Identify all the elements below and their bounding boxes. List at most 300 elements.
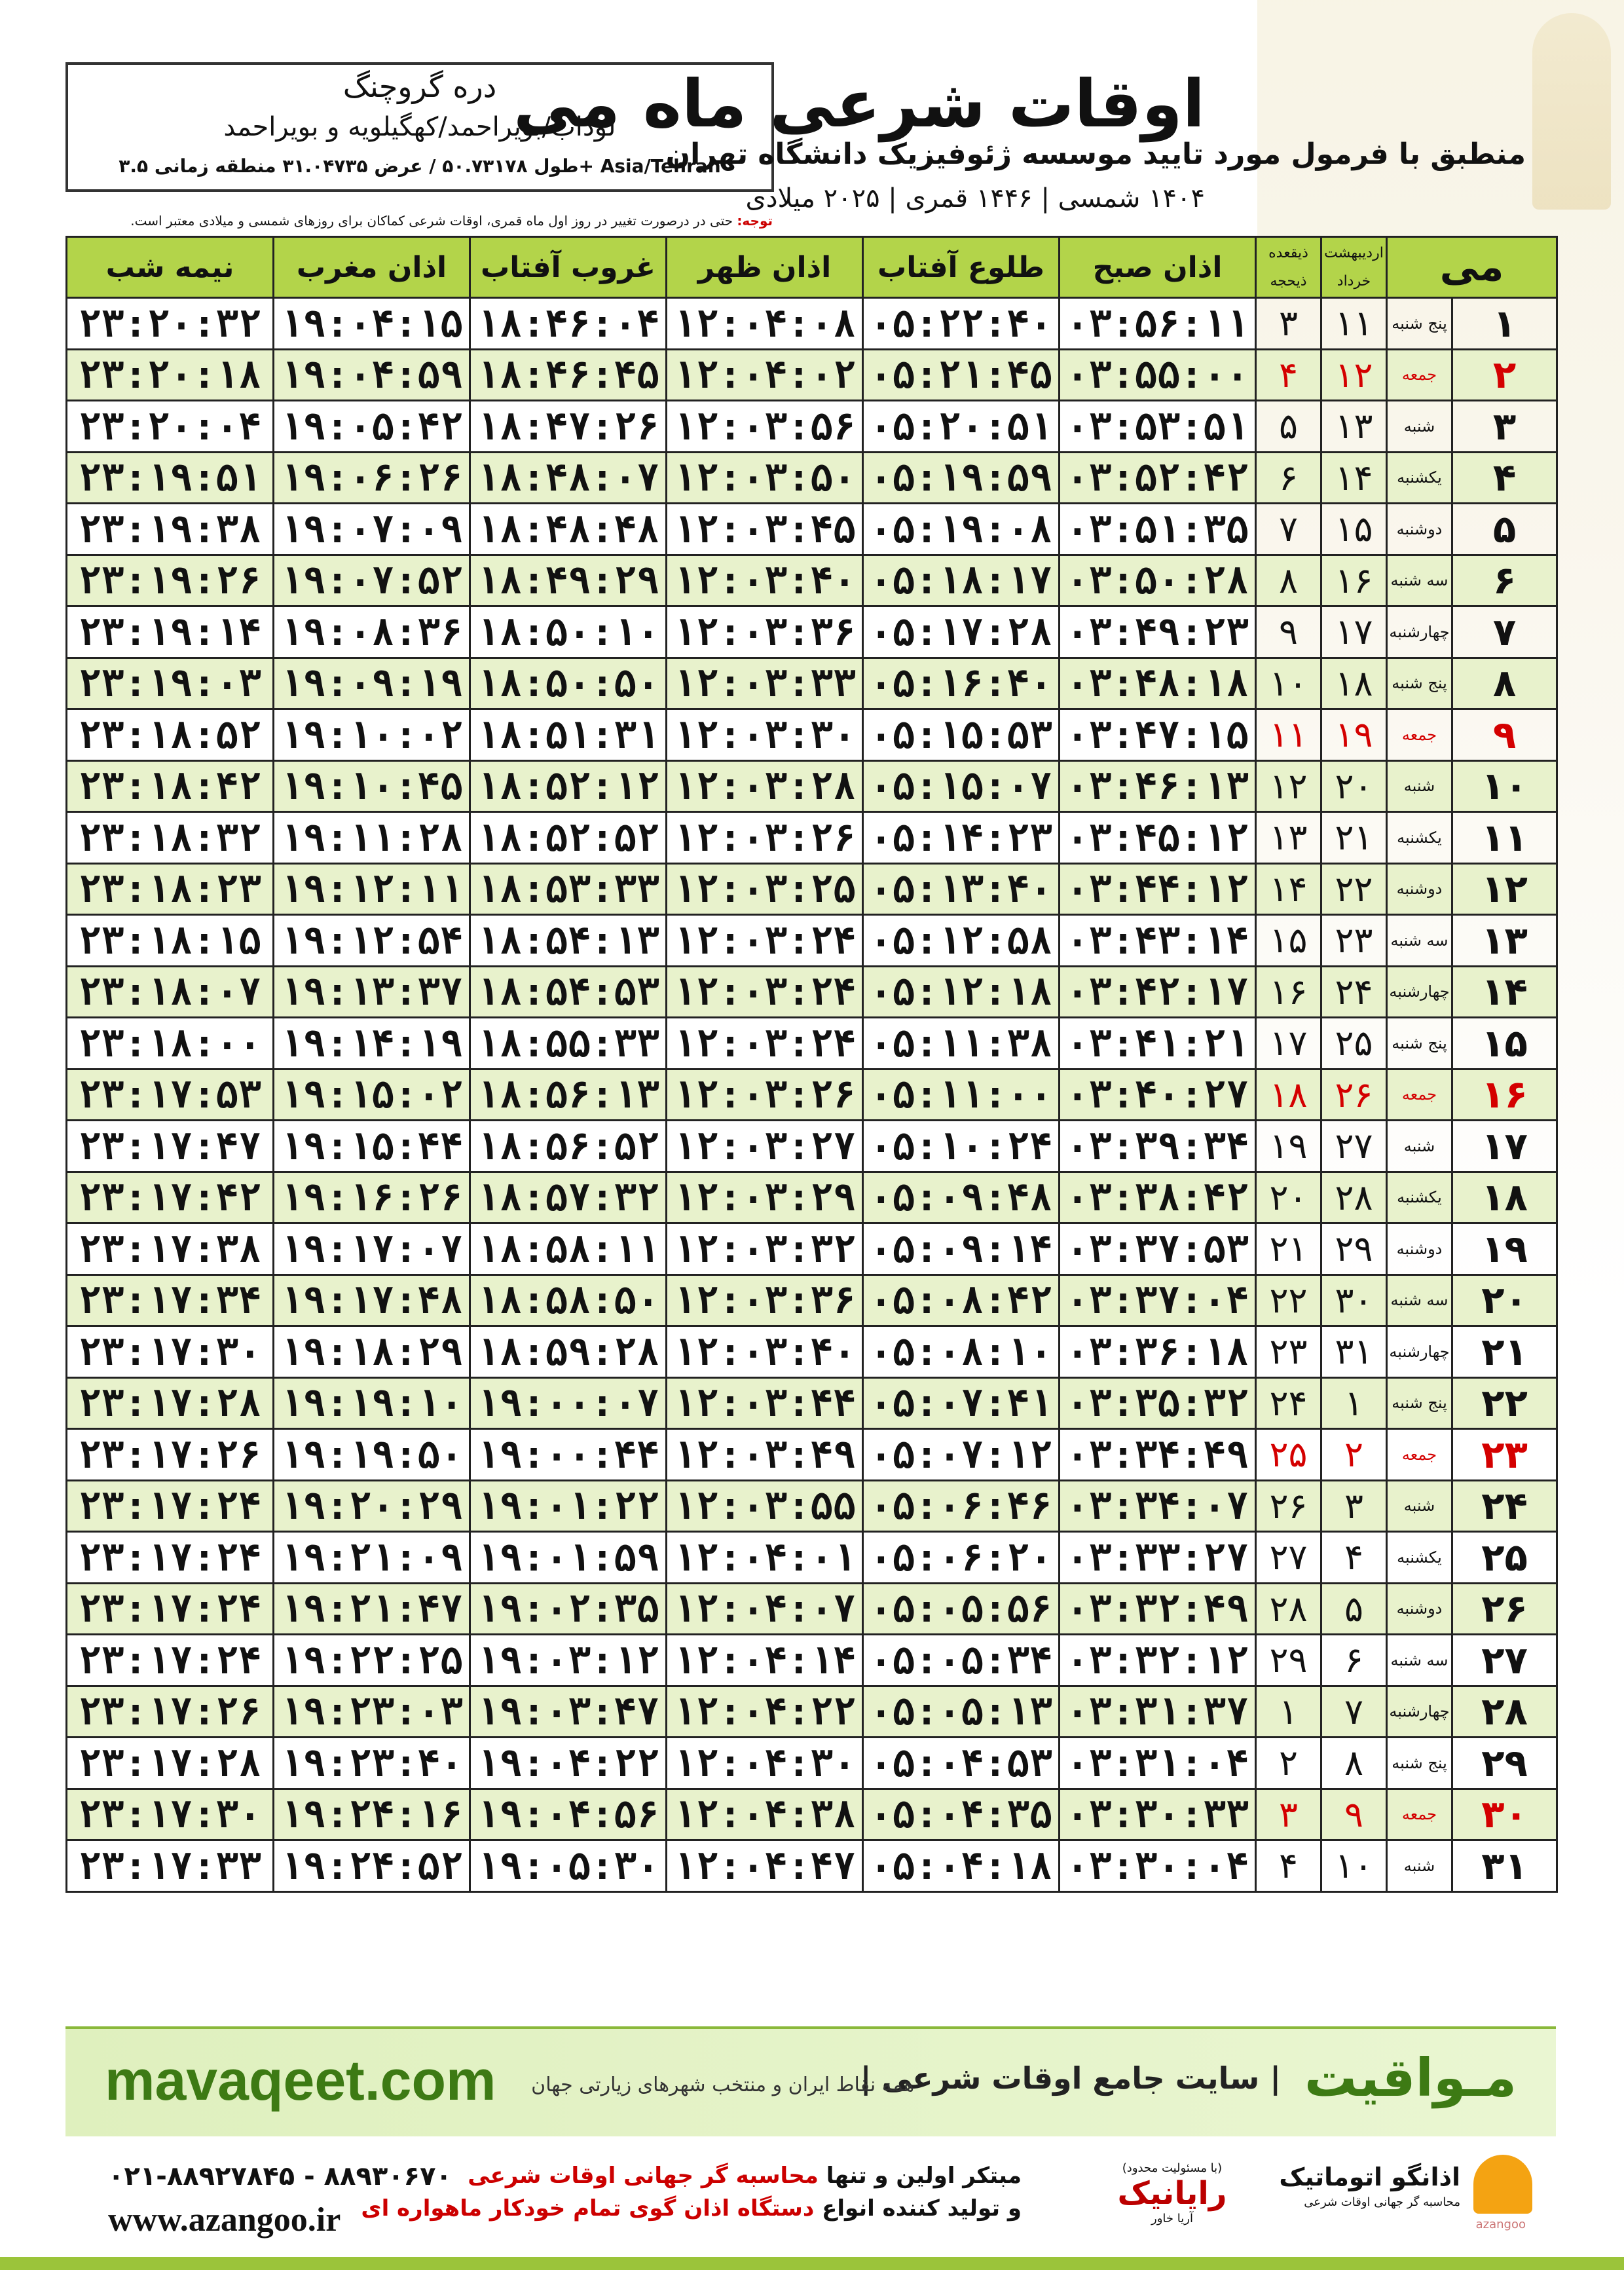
midnight-time: ۲۳:۱۹:۵۱ — [67, 452, 274, 504]
maghrib-time: ۱۹:۲۰:۲۹ — [274, 1480, 470, 1532]
note — [130, 213, 773, 229]
maghrib-time: ۱۹:۱۴:۱۹ — [274, 1018, 470, 1070]
midnight-time: ۲۳:۱۸:۰۰ — [67, 1018, 274, 1070]
midnight-time: ۲۳:۱۷:۲۴ — [67, 1635, 274, 1686]
maghrib-time: ۱۹:۱۶:۲۶ — [274, 1172, 470, 1223]
maghrib-time: ۱۹:۰۶:۲۶ — [274, 452, 470, 504]
footer-banner — [65, 2026, 1556, 2136]
shamsi-day: ۳۱ — [1321, 1326, 1387, 1378]
maghrib-time: ۱۹:۲۱:۰۹ — [274, 1532, 470, 1584]
midnight-time: ۲۳:۱۸:۲۳ — [67, 863, 274, 915]
dhuhr-time: ۱۲:۰۳:۲۴ — [667, 915, 863, 967]
shrine-decoration — [1532, 13, 1611, 210]
midnight-time: ۲۳:۱۹:۱۴ — [67, 606, 274, 658]
weekday: پنج شنبه — [1387, 658, 1452, 709]
qamari-day: ۲ — [1256, 1738, 1321, 1789]
header-sunrise: طلوع آفتاب — [863, 237, 1060, 298]
azangoo-name: اذانگو اتوماتیک — [1279, 2163, 1460, 2191]
sunset-time: ۱۸:۵۵:۳۳ — [470, 1018, 667, 1070]
azangoo-en: azangoo — [1475, 2218, 1526, 2231]
table-row — [67, 555, 1557, 606]
dhuhr-time: ۱۲:۰۳:۲۵ — [667, 863, 863, 915]
weekday: جمعه — [1387, 1069, 1452, 1121]
day-number: ۱۴ — [1452, 966, 1557, 1018]
fajr-time: ۰۳:۳۹:۳۴ — [1060, 1121, 1256, 1172]
shamsi-day: ۱ — [1321, 1377, 1387, 1429]
weekday: سه شنبه — [1387, 1635, 1452, 1686]
weekday: جمعه — [1387, 1789, 1452, 1840]
fajr-time: ۰۳:۴۶:۱۳ — [1060, 760, 1256, 812]
bottom-bar — [0, 2257, 1624, 2270]
maghrib-time: ۱۹:۰۸:۳۶ — [274, 606, 470, 658]
table-row — [67, 1223, 1557, 1275]
maghrib-time: ۱۹:۲۴:۱۶ — [274, 1789, 470, 1840]
sunset-time: ۱۹:۰۴:۲۲ — [470, 1738, 667, 1789]
table-row — [67, 1583, 1557, 1635]
table-row — [67, 1377, 1557, 1429]
sunrise-time: ۰۵:۱۹:۰۸ — [863, 504, 1060, 555]
day-number: ۱ — [1452, 298, 1557, 350]
midnight-time: ۲۳:۱۸:۰۷ — [67, 966, 274, 1018]
dhuhr-time: ۱۲:۰۳:۳۲ — [667, 1223, 863, 1275]
day-number: ۵ — [1452, 504, 1557, 555]
day-number: ۴ — [1452, 452, 1557, 504]
promo2-b: دستگاه اذان گوی تمام خودکار ماهواره ای — [361, 2195, 815, 2222]
qamari-day: ۲۱ — [1256, 1223, 1321, 1275]
sunset-time: ۱۹:۰۳:۱۲ — [470, 1635, 667, 1686]
table-row — [67, 1326, 1557, 1378]
fajr-time: ۰۳:۳۴:۰۷ — [1060, 1480, 1256, 1532]
midnight-time: ۲۳:۱۷:۲۴ — [67, 1583, 274, 1635]
qamari-day: ۱۸ — [1256, 1069, 1321, 1121]
shamsi-day: ۲۲ — [1321, 863, 1387, 915]
sunset-time: ۱۹:۰۵:۳۰ — [470, 1840, 667, 1892]
maghrib-time: ۱۹:۱۰:۰۲ — [274, 709, 470, 761]
sunset-time: ۱۸:۵۶:۱۳ — [470, 1069, 667, 1121]
weekday: یکشنبه — [1387, 812, 1452, 864]
weekday: سه شنبه — [1387, 915, 1452, 967]
dhuhr-time: ۱۲:۰۳:۳۰ — [667, 709, 863, 761]
dhuhr-time: ۱۲:۰۳:۲۹ — [667, 1172, 863, 1223]
shamsi-day: ۲۱ — [1321, 812, 1387, 864]
table-row — [67, 1172, 1557, 1223]
phone-numbers: ۰۲۱-۸۸۹۲۷۸۴۵ - ۸۸۹۳۰۶۷۰ — [108, 2161, 452, 2191]
sunset-time: ۱۹:۰۲:۳۵ — [470, 1583, 667, 1635]
shamsi-day: ۳۰ — [1321, 1275, 1387, 1326]
dhuhr-time: ۱۲:۰۳:۲۶ — [667, 1069, 863, 1121]
header-sunset: غروب آفتاب — [470, 237, 667, 298]
table-row — [67, 1429, 1557, 1481]
fajr-time: ۰۳:۳۰:۰۴ — [1060, 1840, 1256, 1892]
sunset-time: ۱۸:۴۹:۲۹ — [470, 555, 667, 606]
day-number: ۲۷ — [1452, 1635, 1557, 1686]
promo1-a: مبتکر اولین و تنها — [826, 2163, 1022, 2189]
maghrib-time: ۱۹:۰۴:۱۵ — [274, 298, 470, 350]
midnight-time: ۲۳:۱۷:۳۰ — [67, 1326, 274, 1378]
table-row — [67, 298, 1557, 350]
day-number: ۲۱ — [1452, 1326, 1557, 1378]
table-row — [67, 1480, 1557, 1532]
qamari-day: ۲۵ — [1256, 1429, 1321, 1481]
qamari-day: ۱۳ — [1256, 812, 1321, 864]
midnight-time: ۲۳:۱۹:۳۸ — [67, 504, 274, 555]
midnight-time: ۲۳:۱۷:۲۴ — [67, 1480, 274, 1532]
sunrise-time: ۰۵:۱۳:۴۰ — [863, 863, 1060, 915]
weekday: دوشنبه — [1387, 504, 1452, 555]
fajr-time: ۰۳:۵۵:۰۰ — [1060, 349, 1256, 401]
fajr-time: ۰۳:۴۱:۲۱ — [1060, 1018, 1256, 1070]
sunset-time: ۱۹:۰۰:۴۴ — [470, 1429, 667, 1481]
fajr-time: ۰۳:۵۱:۳۵ — [1060, 504, 1256, 555]
header-dhulhijjah: ذیحجه — [1270, 273, 1307, 289]
weekday: پنج شنبه — [1387, 1738, 1452, 1789]
qamari-day: ۲۳ — [1256, 1326, 1321, 1378]
sunrise-time: ۰۵:۱۵:۰۷ — [863, 760, 1060, 812]
fajr-time: ۰۳:۵۶:۱۱ — [1060, 298, 1256, 350]
midnight-time: ۲۳:۱۹:۲۶ — [67, 555, 274, 606]
maghrib-time: ۱۹:۱۰:۴۵ — [274, 760, 470, 812]
midnight-time: ۲۳:۱۷:۲۶ — [67, 1686, 274, 1738]
day-number: ۹ — [1452, 709, 1557, 761]
day-number: ۲۴ — [1452, 1480, 1557, 1532]
table-row — [67, 1789, 1557, 1840]
maghrib-time: ۱۹:۰۴:۵۹ — [274, 349, 470, 401]
shamsi-day: ۲۴ — [1321, 966, 1387, 1018]
day-number: ۲۸ — [1452, 1686, 1557, 1738]
midnight-time: ۲۳:۱۷:۲۸ — [67, 1738, 274, 1789]
shamsi-day: ۶ — [1321, 1635, 1387, 1686]
shamsi-day: ۱۵ — [1321, 504, 1387, 555]
qamari-day: ۱۷ — [1256, 1018, 1321, 1070]
day-number: ۸ — [1452, 658, 1557, 709]
fajr-time: ۰۳:۴۹:۲۳ — [1060, 606, 1256, 658]
sunset-time: ۱۹:۰۱:۵۹ — [470, 1532, 667, 1584]
shamsi-day: ۱۲ — [1321, 349, 1387, 401]
shamsi-day: ۸ — [1321, 1738, 1387, 1789]
midnight-time: ۲۳:۱۷:۳۰ — [67, 1789, 274, 1840]
table-row — [67, 452, 1557, 504]
header-maghrib: اذان مغرب — [274, 237, 470, 298]
day-number: ۳۰ — [1452, 1789, 1557, 1840]
fajr-time: ۰۳:۳۶:۱۸ — [1060, 1326, 1256, 1378]
maghrib-time: ۱۹:۲۳:۴۰ — [274, 1738, 470, 1789]
maghrib-time: ۱۹:۲۳:۰۳ — [274, 1686, 470, 1738]
day-number: ۲۶ — [1452, 1583, 1557, 1635]
day-number: ۱۳ — [1452, 915, 1557, 967]
midnight-time: ۲۳:۱۸:۴۲ — [67, 760, 274, 812]
day-number: ۱۹ — [1452, 1223, 1557, 1275]
day-number: ۲۰ — [1452, 1275, 1557, 1326]
midnight-time: ۲۳:۱۸:۱۵ — [67, 915, 274, 967]
shamsi-day: ۱۱ — [1321, 298, 1387, 350]
sunset-time: ۱۹:۰۳:۴۷ — [470, 1686, 667, 1738]
rayanik-sub: آریا خاور — [1151, 2212, 1193, 2225]
fajr-time: ۰۳:۴۰:۲۷ — [1060, 1069, 1256, 1121]
qamari-day: ۴ — [1256, 349, 1321, 401]
shamsi-day: ۵ — [1321, 1583, 1387, 1635]
header-khordad: خرداد — [1337, 273, 1371, 289]
header-shamsi — [1321, 237, 1387, 298]
dhuhr-time: ۱۲:۰۳:۵۶ — [667, 401, 863, 453]
dhuhr-time: ۱۲:۰۳:۴۰ — [667, 1326, 863, 1378]
table-row — [67, 1738, 1557, 1789]
maghrib-time: ۱۹:۲۲:۲۵ — [274, 1635, 470, 1686]
dhuhr-time: ۱۲:۰۳:۵۰ — [667, 452, 863, 504]
sunset-time: ۱۸:۵۲:۵۲ — [470, 812, 667, 864]
header-midnight: نیمه شب — [67, 237, 274, 298]
header-dhulqadah: ذیقعده — [1268, 245, 1308, 261]
maghrib-time: ۱۹:۰۵:۴۲ — [274, 401, 470, 453]
rayanik-top: (با مسئولیت محدود) — [1122, 2161, 1223, 2175]
tagline: | سایت جامع اوقات شرعی | — [860, 2060, 1281, 2096]
note-text: حتی در درصورت تغییر در روز اول ماه قمری، اوقات شرعی کماکان برای روزهای شمسی و میلادی معتبر است. — [130, 213, 733, 229]
sunrise-time: ۰۵:۰۸:۱۰ — [863, 1326, 1060, 1378]
sunrise-time: ۰۵:۰۸:۴۲ — [863, 1275, 1060, 1326]
table-row — [67, 915, 1557, 967]
weekday: شنبه — [1387, 1840, 1452, 1892]
table-row — [67, 966, 1557, 1018]
maghrib-time: ۱۹:۱۸:۲۹ — [274, 1326, 470, 1378]
tagline-secondary: همه نقاط ایران و منتخب شهرهای زیارتی جهان — [531, 2074, 914, 2096]
maghrib-time: ۱۹:۱۹:۱۰ — [274, 1377, 470, 1429]
weekday: سه شنبه — [1387, 1275, 1452, 1326]
weekday: یکشنبه — [1387, 1532, 1452, 1584]
note-label: توجه: — [737, 213, 773, 229]
day-number: ۲ — [1452, 349, 1557, 401]
table-row — [67, 1840, 1557, 1892]
azangoo-sub: محاسبه گر جهانی اوقات شرعی — [1304, 2195, 1460, 2209]
qamari-day: ۲۷ — [1256, 1532, 1321, 1584]
maghrib-time: ۱۹:۰۷:۵۲ — [274, 555, 470, 606]
qamari-day: ۹ — [1256, 606, 1321, 658]
maghrib-time: ۱۹:۲۱:۴۷ — [274, 1583, 470, 1635]
qamari-day: ۱۲ — [1256, 760, 1321, 812]
sunrise-time: ۰۵:۰۵:۳۴ — [863, 1635, 1060, 1686]
fajr-time: ۰۳:۳۷:۰۴ — [1060, 1275, 1256, 1326]
weekday: یکشنبه — [1387, 452, 1452, 504]
midnight-time: ۲۳:۱۸:۳۲ — [67, 812, 274, 864]
weekday: جمعه — [1387, 709, 1452, 761]
promo-line-1 — [468, 2163, 1022, 2189]
maghrib-time: ۱۹:۱۳:۳۷ — [274, 966, 470, 1018]
dhuhr-time: ۱۲:۰۳:۲۷ — [667, 1121, 863, 1172]
midnight-time: ۲۳:۲۰:۰۴ — [67, 401, 274, 453]
maghrib-time: ۱۹:۱۲:۱۱ — [274, 863, 470, 915]
weekday: چهارشنبه — [1387, 1686, 1452, 1738]
day-number: ۶ — [1452, 555, 1557, 606]
table-row — [67, 401, 1557, 453]
weekday: چهارشنبه — [1387, 1326, 1452, 1378]
sunset-time: ۱۸:۵۹:۲۸ — [470, 1326, 667, 1378]
shamsi-day: ۷ — [1321, 1686, 1387, 1738]
header-dhuhr: اذان ظهر — [667, 237, 863, 298]
table-row — [67, 1532, 1557, 1584]
sunrise-time: ۰۵:۱۸:۱۷ — [863, 555, 1060, 606]
dhuhr-time: ۱۲:۰۴:۰۱ — [667, 1532, 863, 1584]
qamari-day: ۵ — [1256, 401, 1321, 453]
sunset-time: ۱۹:۰۱:۲۲ — [470, 1480, 667, 1532]
qamari-day: ۲۲ — [1256, 1275, 1321, 1326]
shamsi-day: ۱۳ — [1321, 401, 1387, 453]
rayanik-name: رایانیک — [1117, 2175, 1227, 2212]
sunrise-time: ۰۵:۱۷:۲۸ — [863, 606, 1060, 658]
fajr-time: ۰۳:۳۲:۱۲ — [1060, 1635, 1256, 1686]
maghrib-time: ۱۹:۱۷:۰۷ — [274, 1223, 470, 1275]
qamari-day: ۲۸ — [1256, 1583, 1321, 1635]
qamari-day: ۱۹ — [1256, 1121, 1321, 1172]
dhuhr-time: ۱۲:۰۳:۲۴ — [667, 1018, 863, 1070]
header-qamari — [1256, 237, 1321, 298]
dhuhr-time: ۱۲:۰۴:۳۰ — [667, 1738, 863, 1789]
sunset-time: ۱۸:۵۰:۵۰ — [470, 658, 667, 709]
shamsi-day: ۲۰ — [1321, 760, 1387, 812]
sunrise-time: ۰۵:۰۹:۴۸ — [863, 1172, 1060, 1223]
header-ordibehesht: اردیبهشت — [1324, 245, 1384, 261]
qamari-day: ۷ — [1256, 504, 1321, 555]
sunrise-time: ۰۵:۱۹:۵۹ — [863, 452, 1060, 504]
day-number: ۲۲ — [1452, 1377, 1557, 1429]
azangoo-logo — [1270, 2155, 1532, 2233]
day-number: ۲۵ — [1452, 1532, 1557, 1584]
weekday: یکشنبه — [1387, 1172, 1452, 1223]
sunrise-time: ۰۵:۰۶:۲۰ — [863, 1532, 1060, 1584]
table-row — [67, 709, 1557, 761]
midnight-time: ۲۳:۱۷:۲۴ — [67, 1532, 274, 1584]
midnight-time: ۲۳:۱۷:۲۸ — [67, 1377, 274, 1429]
fajr-time: ۰۳:۴۳:۱۴ — [1060, 915, 1256, 967]
header-fajr: اذان صبح — [1060, 237, 1256, 298]
sunset-time: ۱۸:۵۷:۳۲ — [470, 1172, 667, 1223]
weekday: دوشنبه — [1387, 1223, 1452, 1275]
shamsi-day: ۲ — [1321, 1429, 1387, 1481]
qamari-day: ۳ — [1256, 1789, 1321, 1840]
fajr-time: ۰۳:۳۱:۳۷ — [1060, 1686, 1256, 1738]
qamari-day: ۱ — [1256, 1686, 1321, 1738]
weekday: پنج شنبه — [1387, 1377, 1452, 1429]
weekday: چهارشنبه — [1387, 606, 1452, 658]
sunset-time: ۱۸:۵۴:۱۳ — [470, 915, 667, 967]
prayer-times-table — [65, 236, 1556, 1893]
shamsi-day: ۹ — [1321, 1789, 1387, 1840]
table-row — [67, 1686, 1557, 1738]
day-number: ۲۳ — [1452, 1429, 1557, 1481]
weekday: سه شنبه — [1387, 555, 1452, 606]
sunrise-time: ۰۵:۱۲:۱۸ — [863, 966, 1060, 1018]
brand-logo: مـواقیت — [1304, 2047, 1517, 2108]
shamsi-day: ۲۷ — [1321, 1121, 1387, 1172]
location-coords: طول ۵۰.۷۳۱۷۸ / عرض ۳۱.۰۴۷۳۵ منطقه زمانی ۳.۵+ Asia/Tehran — [119, 155, 721, 177]
dhuhr-time: ۱۲:۰۳:۲۸ — [667, 760, 863, 812]
table-row — [67, 1275, 1557, 1326]
sunset-time: ۱۸:۵۶:۵۲ — [470, 1121, 667, 1172]
dhuhr-time: ۱۲:۰۴:۱۴ — [667, 1635, 863, 1686]
qamari-day: ۱۵ — [1256, 915, 1321, 967]
sunset-time: ۱۸:۵۱:۳۱ — [470, 709, 667, 761]
shamsi-day: ۱۸ — [1321, 658, 1387, 709]
sunrise-time: ۰۵:۰۶:۴۶ — [863, 1480, 1060, 1532]
sunset-time: ۱۸:۴۸:۴۸ — [470, 504, 667, 555]
sunset-time: ۱۸:۵۸:۵۰ — [470, 1275, 667, 1326]
shamsi-day: ۲۶ — [1321, 1069, 1387, 1121]
dhuhr-time: ۱۲:۰۴:۳۸ — [667, 1789, 863, 1840]
fajr-time: ۰۳:۵۲:۴۲ — [1060, 452, 1256, 504]
day-number: ۷ — [1452, 606, 1557, 658]
shamsi-day: ۱۹ — [1321, 709, 1387, 761]
sunrise-time: ۰۵:۱۶:۴۰ — [863, 658, 1060, 709]
site-link[interactable]: mavaqeet.com — [105, 2049, 496, 2112]
midnight-time: ۲۳:۲۰:۱۸ — [67, 349, 274, 401]
dhuhr-time: ۱۲:۰۳:۳۶ — [667, 1275, 863, 1326]
dhuhr-time: ۱۲:۰۳:۳۶ — [667, 606, 863, 658]
qamari-day: ۲۹ — [1256, 1635, 1321, 1686]
sunset-time: ۱۸:۴۸:۰۷ — [470, 452, 667, 504]
qamari-day: ۸ — [1256, 555, 1321, 606]
day-number: ۱۱ — [1452, 812, 1557, 864]
shamsi-day: ۲۳ — [1321, 915, 1387, 967]
weekday: شنبه — [1387, 1121, 1452, 1172]
dhuhr-time: ۱۲:۰۴:۲۲ — [667, 1686, 863, 1738]
qamari-day: ۲۰ — [1256, 1172, 1321, 1223]
page-title: اوقات شرعی ماه می — [513, 65, 1205, 142]
table-row — [67, 1635, 1557, 1686]
midnight-time: ۲۳:۱۷:۴۷ — [67, 1121, 274, 1172]
fajr-time: ۰۳:۳۰:۳۳ — [1060, 1789, 1256, 1840]
rayanik-logo — [1113, 2161, 1231, 2227]
fajr-time: ۰۳:۴۵:۱۲ — [1060, 812, 1256, 864]
sunrise-time: ۰۵:۱۰:۲۴ — [863, 1121, 1060, 1172]
day-number: ۲۹ — [1452, 1738, 1557, 1789]
maghrib-time: ۱۹:۰۷:۰۹ — [274, 504, 470, 555]
day-number: ۱۰ — [1452, 760, 1557, 812]
promo-line-2 — [361, 2195, 1022, 2222]
sunrise-time: ۰۵:۱۱:۰۰ — [863, 1069, 1060, 1121]
weekday: پنج شنبه — [1387, 1018, 1452, 1070]
fajr-time: ۰۳:۳۲:۴۹ — [1060, 1583, 1256, 1635]
fajr-time: ۰۳:۴۴:۱۲ — [1060, 863, 1256, 915]
sunset-time: ۱۸:۵۴:۵۳ — [470, 966, 667, 1018]
maghrib-time: ۱۹:۱۲:۵۴ — [274, 915, 470, 967]
day-number: ۳ — [1452, 401, 1557, 453]
shamsi-day: ۲۹ — [1321, 1223, 1387, 1275]
fajr-time: ۰۳:۳۱:۰۴ — [1060, 1738, 1256, 1789]
sunrise-time: ۰۵:۰۵:۵۶ — [863, 1583, 1060, 1635]
website-link[interactable]: www.azangoo.ir — [108, 2201, 341, 2239]
weekday: جمعه — [1387, 349, 1452, 401]
fajr-time: ۰۳:۳۸:۴۲ — [1060, 1172, 1256, 1223]
weekday: شنبه — [1387, 401, 1452, 453]
weekday: پنج شنبه — [1387, 298, 1452, 350]
table-row — [67, 1018, 1557, 1070]
midnight-time: ۲۳:۱۷:۳۴ — [67, 1275, 274, 1326]
sunrise-time: ۰۵:۱۵:۵۳ — [863, 709, 1060, 761]
fajr-time: ۰۳:۵۰:۲۸ — [1060, 555, 1256, 606]
sunrise-time: ۰۵:۰۴:۳۵ — [863, 1789, 1060, 1840]
dhuhr-time: ۱۲:۰۳:۵۵ — [667, 1480, 863, 1532]
sunset-time: ۱۸:۴۶:۰۴ — [470, 298, 667, 350]
dhuhr-time: ۱۲:۰۴:۴۷ — [667, 1840, 863, 1892]
maghrib-time: ۱۹:۲۴:۵۲ — [274, 1840, 470, 1892]
sunset-time: ۱۹:۰۰:۰۷ — [470, 1377, 667, 1429]
fajr-time: ۰۳:۳۴:۴۹ — [1060, 1429, 1256, 1481]
location-region: لوداب/بویراحمد/کهگیلویه و بویراحمد — [223, 112, 616, 142]
shamsi-day: ۴ — [1321, 1532, 1387, 1584]
sunrise-time: ۰۵:۱۲:۵۸ — [863, 915, 1060, 967]
maghrib-time: ۱۹:۱۱:۲۸ — [274, 812, 470, 864]
table-row — [67, 504, 1557, 555]
fajr-time: ۰۳:۵۳:۵۱ — [1060, 401, 1256, 453]
table-row — [67, 1121, 1557, 1172]
fajr-time: ۰۳:۳۳:۲۷ — [1060, 1532, 1256, 1584]
